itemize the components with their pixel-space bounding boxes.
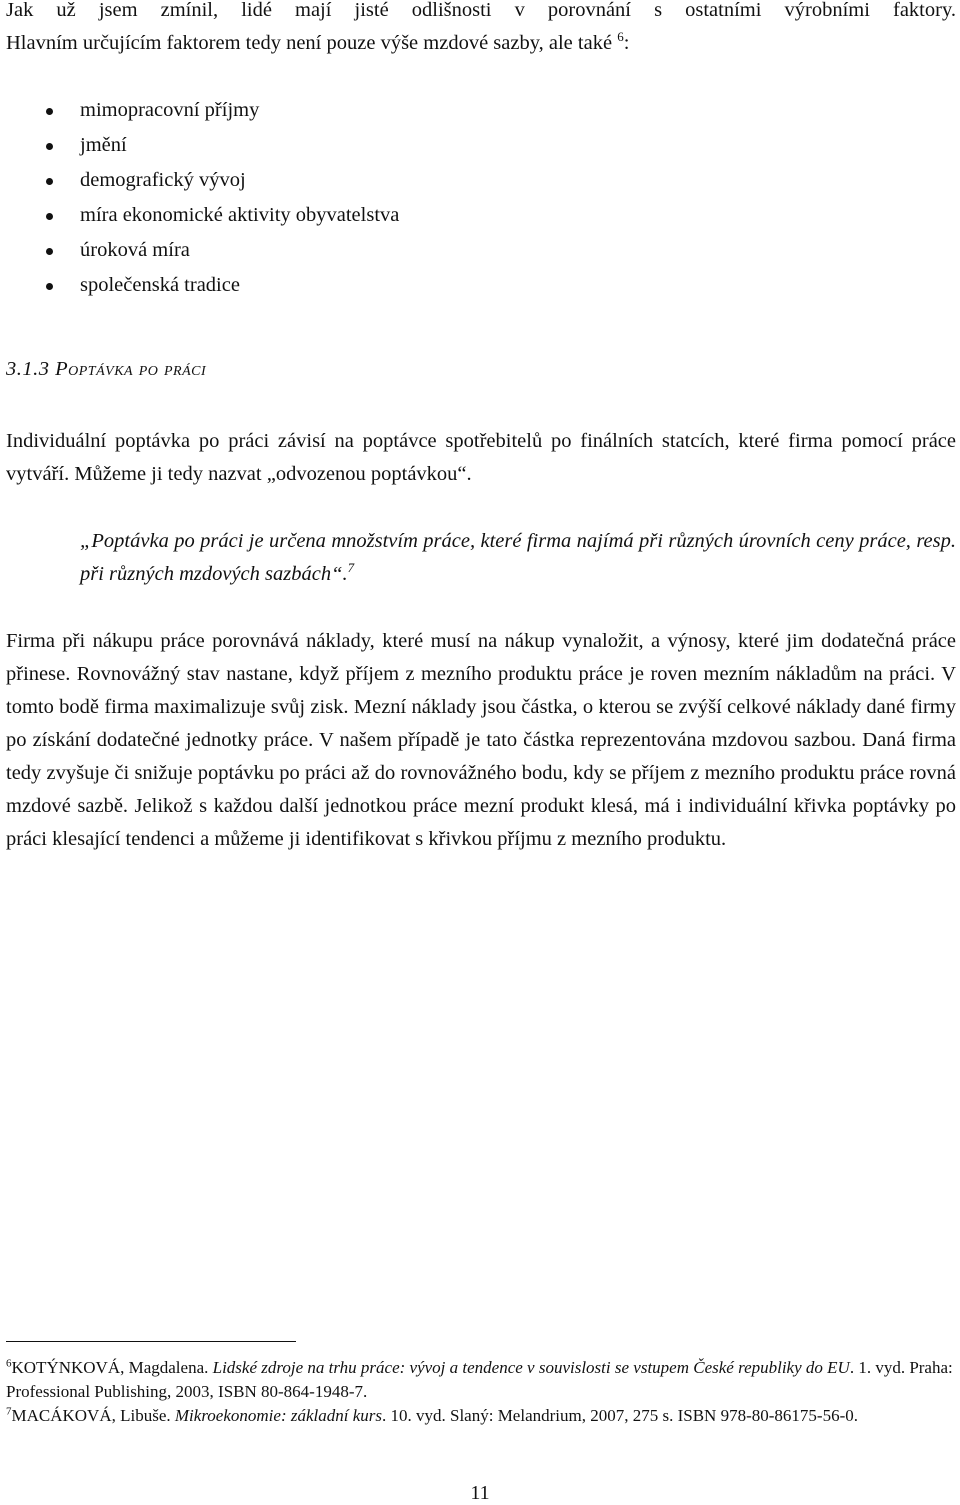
footnote-author: KOTÝNKOVÁ, Magdalena.: [11, 1358, 209, 1377]
paragraph-demand: Individuální poptávka po práci závisí na poptávce spotřebitelů po finálních statcích, které firma pomocí práce vytváří. Můžeme ji tedy nazvat „odvozenou poptávkou“.: [6, 430, 956, 485]
quote-text: „Poptávka po práci je určena množstvím práce, které firma najímá při různých úrovních ceny práce, resp. při různých mzdových sazbách“.: [80, 530, 956, 585]
footnote-ref-7[interactable]: 7: [347, 560, 355, 576]
intro-colon: :: [623, 32, 630, 54]
list-item: demografický vývoj: [80, 163, 399, 198]
list-item: jmění: [80, 128, 399, 163]
list-item: míra ekonomické aktivity obyvatelstva: [80, 198, 399, 233]
footnote-separator: [6, 1341, 296, 1342]
intro-line-1: Jak už jsem zmínil, lidé mají jisté odlišnosti v porovnání s ostatními výrobními faktory.: [6, 0, 956, 21]
footnote-ref-6[interactable]: 6: [617, 29, 624, 45]
footnote-rest: . 10. vyd. Slaný: Melandrium, 2007, 275 s. ISBN 978-80-86175-56-0.: [382, 1406, 858, 1425]
section-heading: [6, 358, 206, 381]
footnote-7: [6, 1404, 956, 1428]
footnote-number: 6: [6, 1357, 12, 1370]
paragraph-equilibrium: Firma při nákupu práce porovnává náklady, které musí na nákup vynaložit, a výnosy, které jim dodatečná práce přinese. Rovnovážný stav nastane, když příjem z mezního produktu práce je roven mezním nákladům na práci. V tomto bodě firma maximalizuje svůj zisk. Mezní náklady jsou částka, o kterou se zvýší celkové náklady dané firmy po získání dodatečné jednotky práce. V našem případě je tato částka reprezentována mzdovou sazbou. Daná firma tedy zvyšuje či snižuje poptávku po práci až do rovnovážného bodu, kdy se příjem z mezního produktu práce rovná mzdové sazbě. Jelikož s každou další jednotkou práce mezní produkt klesá, má i individuální křivka poptávky po práci klesající tendenci a můžeme ji identifikovat s křivkou příjmu z mezního produktu.: [6, 630, 956, 850]
footnote-6: [6, 1356, 956, 1404]
footnote-title: Lidské zdroje na trhu práce: vývoj a tendence v souvislosti se vstupem České republiky do EU: [212, 1358, 850, 1377]
footnote-author: MACÁKOVÁ, Libuše.: [11, 1406, 171, 1425]
factors-list: [80, 93, 399, 303]
footnote-number: 7: [6, 1405, 12, 1418]
list-item: společenská tradice: [80, 268, 399, 303]
page-number: 11: [470, 1482, 490, 1504]
list-item: úroková míra: [80, 233, 399, 268]
section-title: Poptávka po práci: [55, 358, 207, 380]
list-item: mimopracovní příjmy: [80, 93, 399, 128]
section-number: 3.1.3: [6, 358, 50, 380]
intro-line-2: [6, 27, 956, 60]
intro-line-2-text: Hlavním určujícím faktorem tedy není pouze výše mzdové sazby, ale také: [6, 32, 613, 54]
footnote-title: Mikroekonomie: základní kurs: [174, 1406, 382, 1425]
footnotes: [6, 1356, 956, 1428]
definition-quote: [80, 525, 956, 591]
footnote-rest: . 1. vyd. Praha: Professional Publishing, 2003, ISBN 80-864-1948-7.: [6, 1358, 953, 1401]
intro-paragraph: [6, 0, 956, 60]
